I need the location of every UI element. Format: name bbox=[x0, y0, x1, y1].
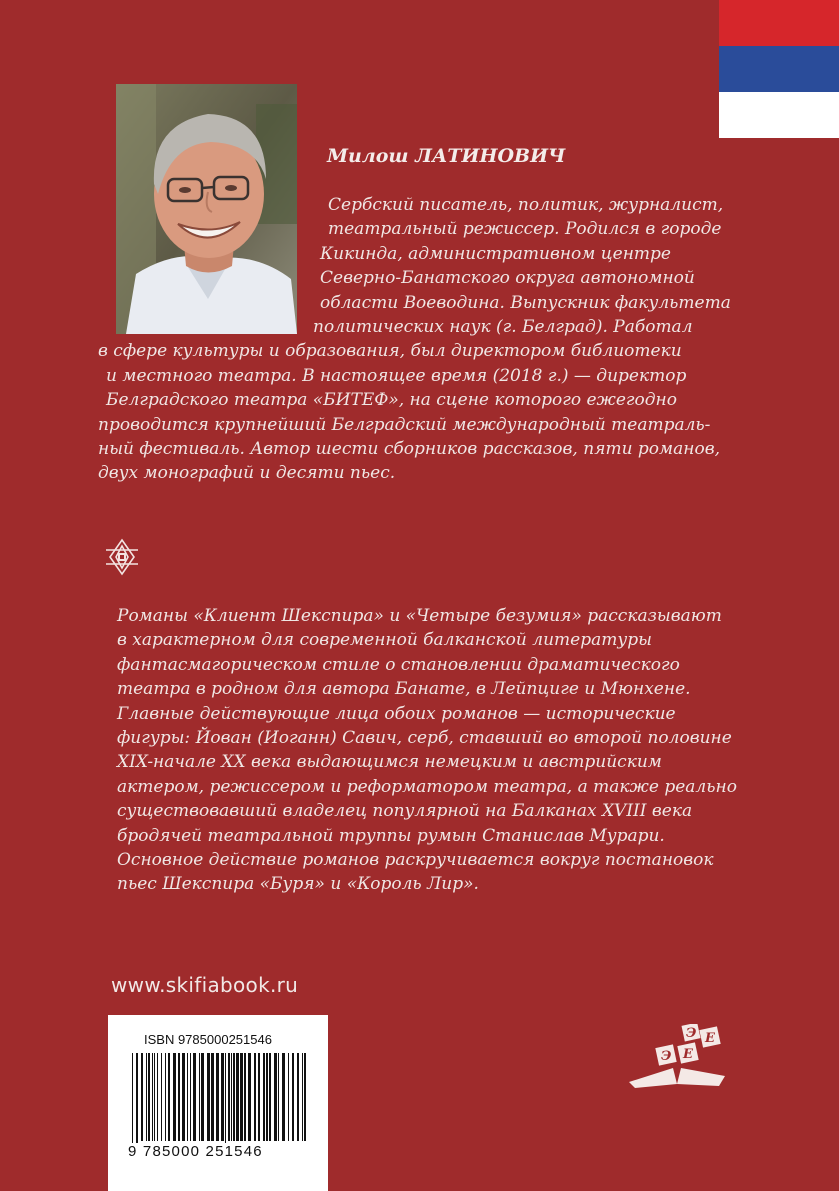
barcode-bar bbox=[233, 1053, 235, 1141]
barcode-bar bbox=[236, 1053, 239, 1141]
ornament-icon bbox=[104, 538, 140, 576]
desc-line: Главные действующие лица обоих романов — исторические bbox=[117, 703, 676, 724]
desc-line: Основное действие романов раскручивается вокруг постановок bbox=[117, 850, 714, 871]
desc-line: пьес Шекспира «Буря» и «Король Лир». bbox=[117, 874, 479, 895]
isbn-label: ISBN 9785000251546 bbox=[144, 1032, 272, 1047]
barcode-bar bbox=[263, 1053, 265, 1141]
flag-stripe-red bbox=[719, 0, 839, 46]
barcode-bar bbox=[141, 1053, 143, 1141]
barcode-bar bbox=[304, 1053, 306, 1141]
barcode-bar bbox=[190, 1053, 191, 1141]
bio-line: ный фестиваль. Автор шести сборников рассказов, пяти романов, bbox=[98, 439, 720, 460]
desc-line: существовавший владелец популярной на Балканах XVIII века bbox=[117, 801, 693, 822]
barcode-bar bbox=[244, 1053, 246, 1141]
desc-line: Романы «Клиент Шекспира» и «Четыре безумия» рассказывают bbox=[117, 606, 722, 626]
barcode-bar bbox=[199, 1053, 200, 1141]
barcode-bar bbox=[266, 1053, 268, 1141]
desc-line: фигуры: Йован (Иоганн) Савич, серб, ставший во второй половине bbox=[117, 728, 732, 749]
barcode-bar bbox=[182, 1053, 185, 1141]
bio-line: Сербский писатель, политик, журналист, bbox=[328, 195, 724, 215]
book-description bbox=[117, 604, 737, 897]
barcode-bar bbox=[297, 1053, 299, 1141]
barcode-bar bbox=[165, 1053, 166, 1141]
bio-line: Кикинда, административном центре bbox=[320, 243, 671, 264]
barcode-bar bbox=[173, 1053, 176, 1141]
barcode-bar bbox=[240, 1053, 243, 1141]
barcode-bar bbox=[228, 1053, 230, 1141]
barcode-bar bbox=[136, 1053, 138, 1153]
bio-line: и местного театра. В настоящее время (2018 г.) — директор bbox=[106, 365, 687, 386]
barcode-bar bbox=[211, 1053, 214, 1141]
barcode-bars bbox=[128, 1053, 308, 1155]
flag-stripe-blue bbox=[719, 46, 839, 92]
barcode-bar bbox=[254, 1053, 256, 1141]
barcode-bar bbox=[225, 1053, 226, 1153]
barcode-bar bbox=[216, 1053, 219, 1141]
author-biography bbox=[98, 193, 738, 486]
desc-line: фантасмагорическом стиле о становлении драматического bbox=[117, 654, 680, 675]
barcode-bar bbox=[148, 1053, 150, 1141]
barcode-bar bbox=[269, 1053, 271, 1141]
barcode-bar bbox=[132, 1053, 133, 1153]
barcode-bar bbox=[201, 1053, 204, 1141]
svg-text:Е: Е bbox=[683, 1047, 693, 1062]
publisher-logo bbox=[627, 1024, 727, 1090]
barcode-bar bbox=[146, 1053, 147, 1141]
bio-line: в сфере культуры и образования, был директором библиотеки bbox=[98, 341, 682, 362]
barcode-bar bbox=[248, 1053, 251, 1141]
barcode-bar bbox=[178, 1053, 180, 1141]
barcode-bar bbox=[207, 1053, 210, 1141]
desc-line: актером, режиссером и реформатором театра, а также реально bbox=[117, 776, 737, 797]
ean-digits: 9 785000 251546 bbox=[128, 1143, 263, 1160]
desc-line: бродячей театральной труппы румын Станислав Мурари. bbox=[117, 825, 665, 846]
publisher-website[interactable]: www.skifiabook.ru bbox=[111, 973, 299, 997]
bio-line: области Воеводина. Выпускник факультета bbox=[320, 292, 731, 313]
barcode-bar bbox=[231, 1053, 232, 1141]
barcode-bar bbox=[161, 1053, 162, 1141]
barcode-bar bbox=[157, 1053, 158, 1141]
barcode-bar bbox=[292, 1053, 294, 1141]
barcode-bar bbox=[154, 1053, 155, 1141]
desc-line: XIX-начале XX века выдающимся немецким и австрийским bbox=[117, 752, 662, 773]
barcode-bar bbox=[221, 1053, 224, 1141]
barcode-bar bbox=[288, 1053, 289, 1141]
barcode-bar bbox=[274, 1053, 277, 1141]
barcode-bar bbox=[193, 1053, 196, 1141]
barcode-bar bbox=[302, 1053, 303, 1141]
bio-line: театральный режиссер. Родился в городе bbox=[328, 219, 722, 240]
barcode-bar bbox=[168, 1053, 170, 1141]
desc-line: в характерном для современной балканской литературы bbox=[117, 630, 652, 651]
bio-line: Белградского театра «БИТЕФ», на сцене которого ежегодно bbox=[106, 390, 677, 411]
barcode-bar bbox=[187, 1053, 188, 1141]
serbian-flag bbox=[719, 0, 839, 138]
bio-line: Северно-Банатского округа автономной bbox=[320, 268, 695, 289]
author-name: Милош ЛАТИНОВИЧ bbox=[327, 145, 566, 167]
barcode-bar bbox=[278, 1053, 279, 1141]
bio-line: проводится крупнейший Белградский международный театраль- bbox=[98, 414, 711, 435]
svg-text:Е: Е bbox=[705, 1031, 715, 1046]
svg-text:Э: Э bbox=[686, 1026, 697, 1041]
bio-line: политических наук (г. Белград). Работал bbox=[313, 317, 693, 338]
barcode-bar bbox=[282, 1053, 285, 1141]
barcode-bar bbox=[152, 1053, 153, 1141]
barcode-bar bbox=[258, 1053, 260, 1141]
svg-text:Э: Э bbox=[661, 1049, 672, 1064]
flag-stripe-white bbox=[719, 92, 839, 138]
bio-line: двух монографий и десяти пьес. bbox=[98, 463, 396, 484]
desc-line: театра в родном для автора Банате, в Лейпциге и Мюнхене. bbox=[117, 679, 691, 700]
